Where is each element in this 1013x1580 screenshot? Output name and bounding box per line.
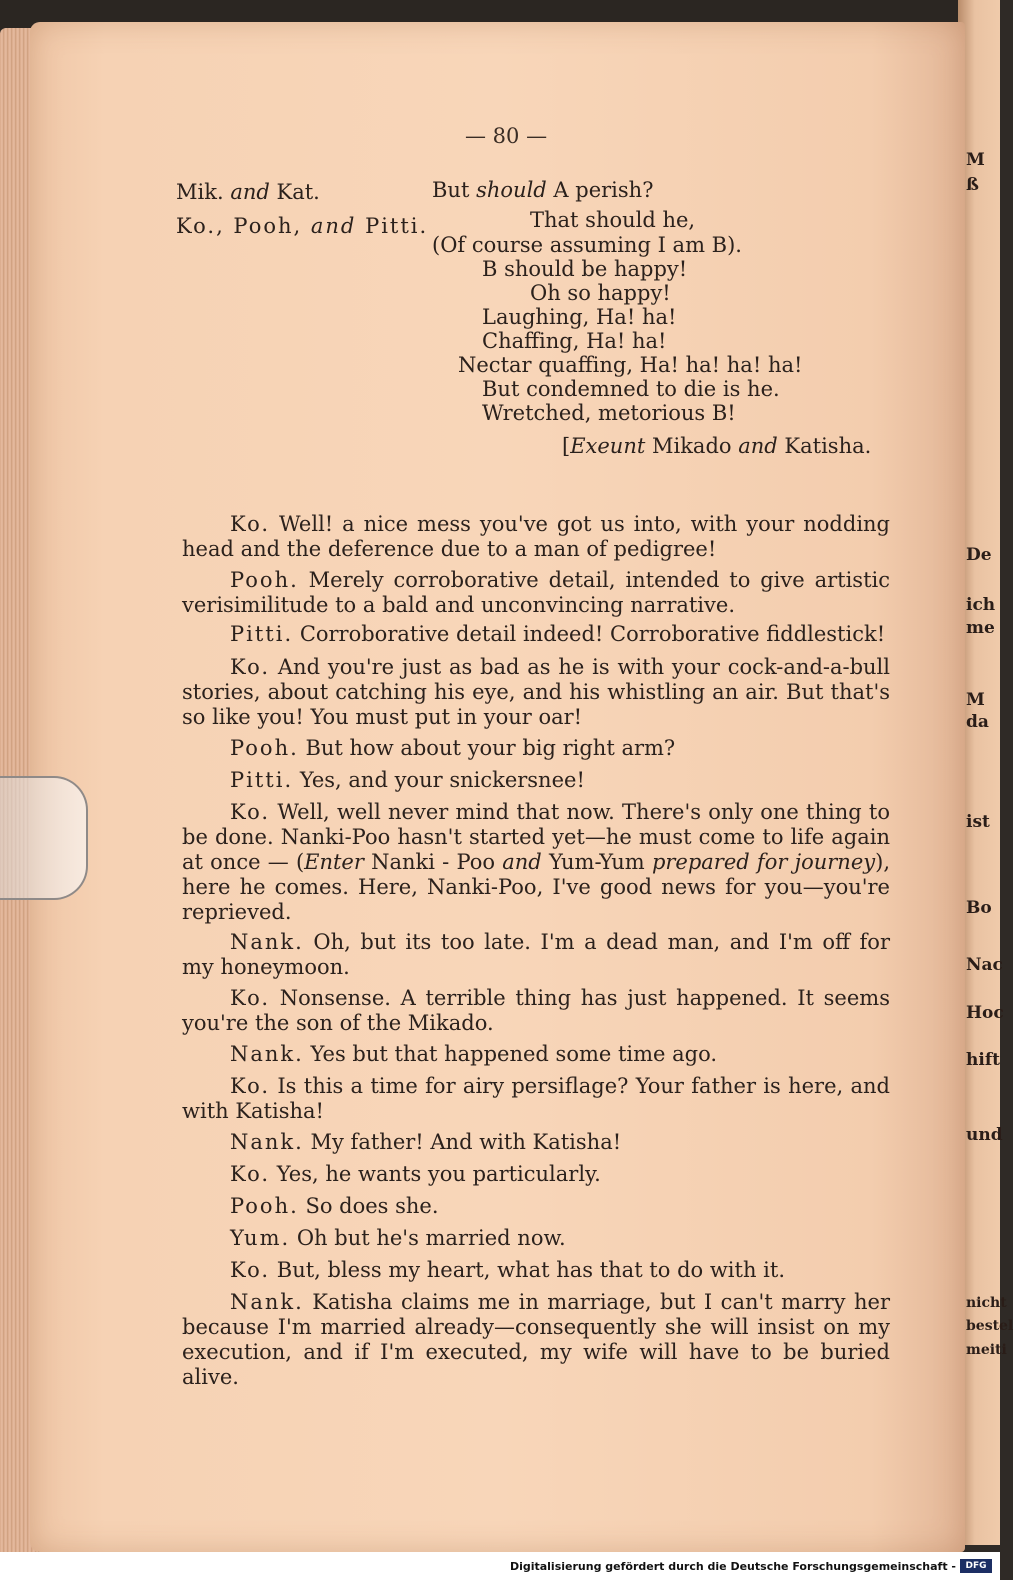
character-name: Yum-Yum	[541, 850, 652, 874]
adjacent-page-fragment: ist	[966, 812, 990, 832]
dialogue-paragraph	[182, 1226, 890, 1251]
speaker-name: Ko.	[230, 1258, 271, 1282]
speaker-name: Nank.	[230, 1290, 304, 1314]
speaker-name: Pooh.	[230, 736, 299, 760]
adjacent-page-fragment: me	[966, 618, 995, 638]
dialogue-paragraph	[182, 736, 890, 761]
speaker-name: Ko.	[230, 800, 271, 824]
dialogue-text: Yes, and your snickersnee!	[299, 768, 585, 792]
dialogue-paragraph	[182, 622, 890, 647]
dialogue-text: But, bless my heart, what has that to do with it.	[276, 1258, 785, 1282]
dialogue-paragraph	[182, 512, 890, 562]
adjacent-page-fragment: nicht	[966, 1295, 1007, 1311]
dialogue-paragraph	[182, 768, 890, 793]
dialogue-text: Oh, but its too late. I'm a dead man, and I'm off for my honeymoon.	[182, 930, 890, 979]
stage-direction: Enter	[304, 850, 364, 874]
dialogue-paragraph	[182, 1130, 890, 1155]
joiner-word: and	[230, 180, 270, 204]
dialogue-paragraph	[182, 568, 890, 618]
verse-line: Wretched, metorious B!	[482, 401, 736, 425]
adjacent-page-fragment: da	[966, 712, 989, 732]
speaker-name: Nank.	[230, 1042, 304, 1066]
speaker-name: Ko.	[230, 1162, 271, 1186]
dialogue-text: But how about your big right arm?	[305, 736, 676, 760]
dialogue-text: Corroborative detail indeed! Corroborative fiddlestick!	[299, 622, 886, 646]
character-name: Mikado	[651, 434, 732, 458]
speaker-name: Nank.	[230, 1130, 304, 1154]
adjacent-page-fragment: M	[966, 150, 985, 170]
dialogue-text: Oh but he's married now.	[296, 1226, 566, 1250]
cue-line: That should he,	[530, 208, 696, 232]
dialogue-text: Well! a nice mess you've got us into, with your nodding head and the deference due to a man of pedigree!	[182, 512, 890, 561]
verse-line: Chaffing, Ha! ha!	[482, 329, 667, 353]
dialogue-paragraph	[182, 1258, 890, 1283]
speaker-name: Mik.	[176, 180, 224, 204]
dialogue-paragraph	[182, 1042, 890, 1067]
dialogue-text: Merely corroborative detail, intended to give artistic verisimilitude to a bald and unconvincing narrative.	[182, 568, 890, 617]
dialogue-paragraph	[182, 986, 890, 1036]
verse-line: But condemned to die is he.	[482, 377, 780, 401]
line-emphasis: should	[476, 178, 547, 202]
dialogue-paragraph	[182, 1290, 890, 1390]
dfg-logo-icon: DFG	[960, 1559, 992, 1573]
verse-line: (Of course assuming I am B).	[432, 233, 742, 257]
joiner-word: and	[738, 434, 778, 458]
speaker-name: Pitti.	[230, 768, 294, 792]
dialogue-paragraph	[182, 930, 890, 980]
adjacent-page-fragment: ich	[966, 595, 996, 615]
dialogue-text: ), here he comes. Here, Nanki-Poo, I've good news for you—you're reprieved.	[182, 850, 890, 924]
verse-line: Nectar quaffing, Ha! ha! ha! ha!	[458, 353, 803, 377]
footer-credit: Digitalisierung gefördert durch die Deutsche Forschungsgemeinschaft -	[509, 1560, 956, 1573]
adjacent-page-fragment: Hoc	[966, 1003, 1004, 1023]
character-name: Nanki - Poo	[363, 850, 503, 874]
adjacent-page-fragment: meiti	[966, 1342, 1007, 1358]
joiner-word: and	[310, 214, 357, 238]
adjacent-page-fragment: M	[966, 690, 985, 710]
line-text: But	[432, 178, 470, 202]
joiner-word: and	[502, 850, 542, 874]
adjacent-page-fragment: ß	[966, 175, 979, 195]
speaker-name: Ko.	[230, 1074, 271, 1098]
cue-line	[432, 178, 653, 202]
speaker-name: Nank.	[230, 930, 304, 954]
speaker-name: Kat.	[276, 180, 320, 204]
page-clip	[0, 776, 88, 900]
adjacent-page-fragment: hift	[966, 1050, 1000, 1070]
dialogue-text: So does she.	[305, 1194, 439, 1218]
bracket: [	[562, 434, 571, 458]
dialogue-text: Well, well never mind that now. There's only one thing to be done. Nanki-Poo hasn't started yet—he must come to life again at once — (	[182, 800, 890, 874]
adjacent-page-fragment: bestel	[966, 1318, 1013, 1334]
speaker-names: Ko., Pooh,	[176, 214, 303, 238]
dialogue-paragraph	[182, 1162, 890, 1187]
speaker-name: Pitti.	[230, 622, 294, 646]
verse-line: Laughing, Ha! ha!	[482, 305, 677, 329]
dialogue-paragraph	[182, 1194, 890, 1219]
digitization-footer	[0, 1552, 1000, 1580]
stage-direction-exit	[562, 434, 871, 458]
verse-line: B should be happy!	[482, 257, 688, 281]
verse-line: Oh so happy!	[530, 281, 671, 305]
cue-mik-kat	[176, 180, 320, 204]
adjacent-page-fragment: Bo	[966, 898, 992, 918]
dialogue-text: And you're just as bad as he is with your cock-and-a-bull stories, about catching his eye, and his whistling an air. But that's so like you! You must put in your oar!	[182, 655, 890, 729]
speaker-name: Ko.	[230, 512, 271, 536]
dialogue-text: My father! And with Katisha!	[310, 1130, 622, 1154]
speaker-name: Ko.	[230, 986, 271, 1010]
character-name: Katisha.	[784, 434, 872, 458]
adjacent-page-fragment: und	[966, 1125, 1003, 1145]
cue-ko-pooh-pitti	[176, 214, 428, 238]
dialogue-paragraph	[182, 655, 890, 730]
dialogue-text: Is this a time for airy persiflage? Your father is here, and with Katisha!	[182, 1074, 890, 1123]
dialogue-text: Yes, he wants you particularly.	[276, 1162, 601, 1186]
dialogue-paragraph	[182, 800, 890, 925]
speaker-name: Pitti.	[365, 214, 429, 238]
dialogue-text: Yes but that happened some time ago.	[310, 1042, 718, 1066]
speaker-name: Yum.	[230, 1226, 291, 1250]
speaker-name: Ko.	[230, 655, 271, 679]
dialogue-text: Katisha claims me in marriage, but I can't marry her because I'm married already—consequently she will insist on my execution, and if I'm executed, my wife will have to be buried alive.	[182, 1290, 890, 1389]
dialogue-text: Nonsense. A terrible thing has just happened. It seems you're the son of the Mikado.	[182, 986, 890, 1035]
stage-direction: prepared for journey	[651, 850, 876, 874]
adjacent-page-fragment: Nac	[966, 955, 1003, 975]
dialogue-paragraph	[182, 1074, 890, 1124]
direction-emphasis: Exeunt	[570, 434, 646, 458]
adjacent-page-fragment: De	[966, 545, 992, 565]
speaker-name: Pooh.	[230, 1194, 299, 1218]
line-text: A perish?	[553, 178, 654, 202]
page-number: — 80 —	[465, 124, 548, 148]
speaker-name: Pooh.	[230, 568, 299, 592]
